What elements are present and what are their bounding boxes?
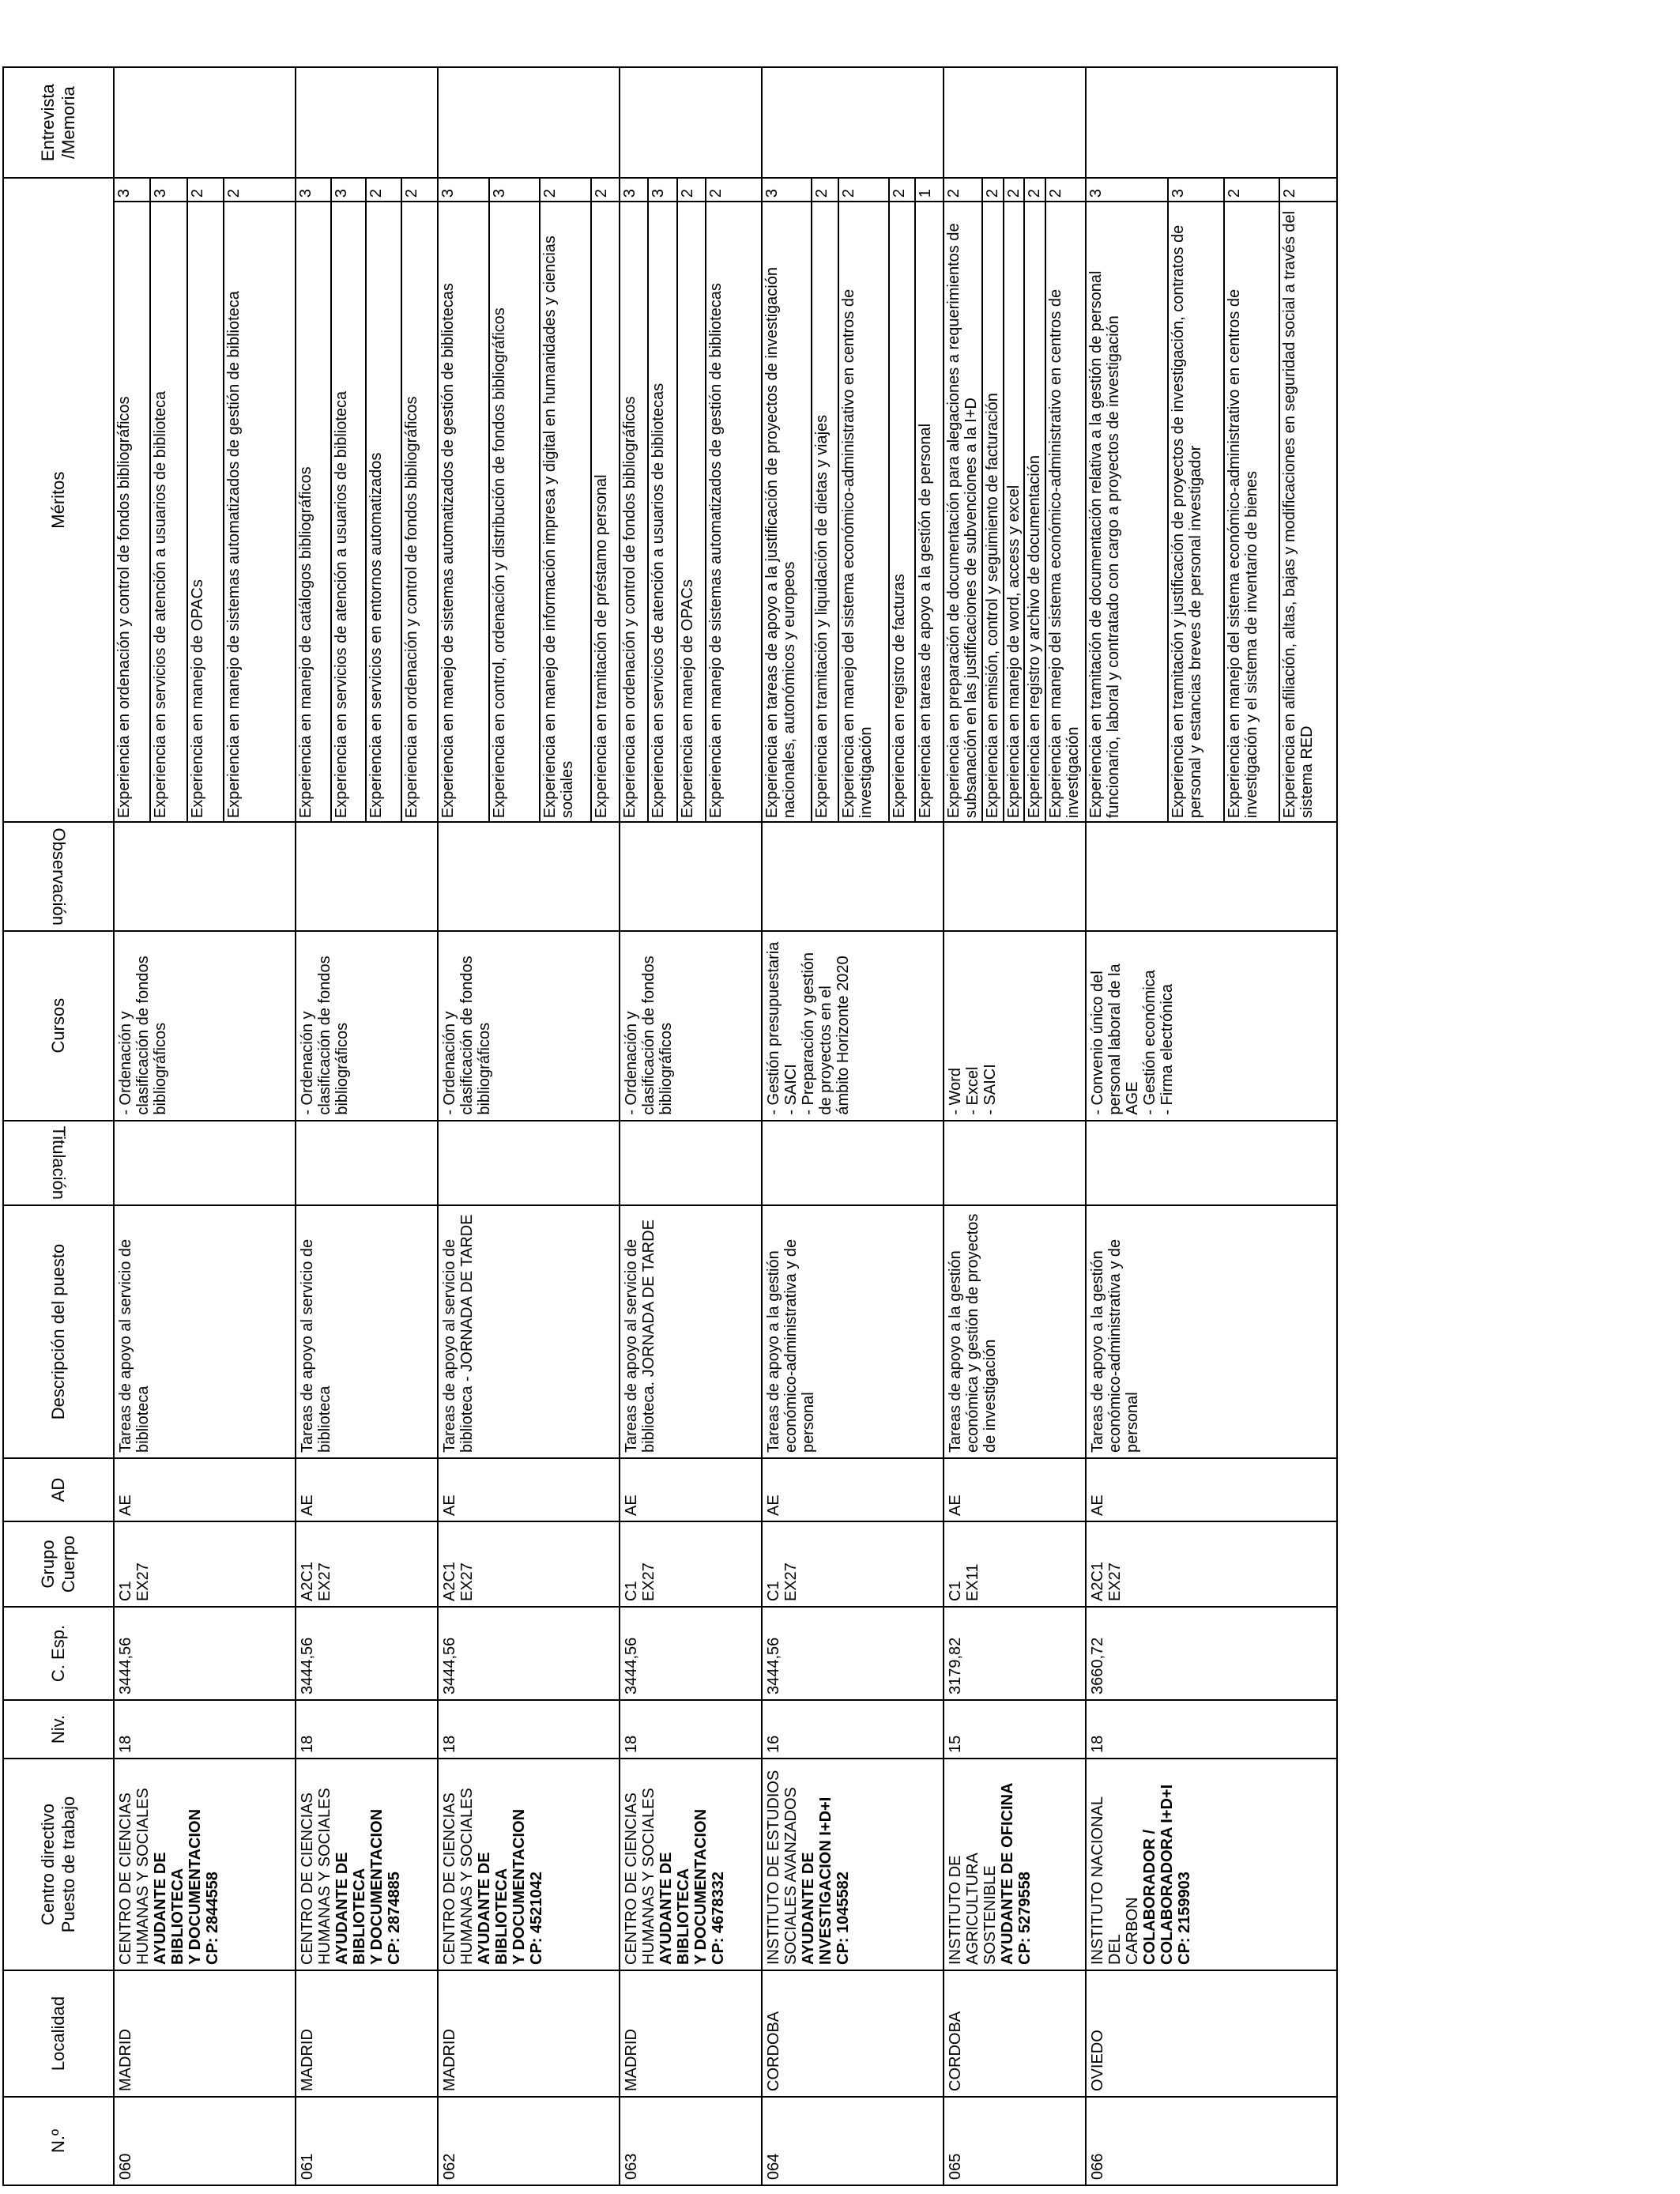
merit-text: Experiencia en servicios de atención a usuarios de biblioteca — [332, 202, 367, 821]
puesto-line: CP: 1045582 — [834, 1872, 852, 1965]
cell-localidad: MADRID — [296, 1970, 438, 2097]
merit-text: Experiencia en manejo de word, access y excel — [1004, 202, 1026, 821]
puesto-line: Y DOCUMENTACION — [368, 1808, 386, 1965]
cell-localidad: CORDOBA — [762, 1970, 944, 2097]
merit-score: 2 — [1025, 179, 1046, 201]
puesto-line: AYUDANTE DE — [800, 1852, 817, 1965]
cell-descripcion: Tareas de apoyo a la gestión económica y gestión de proyectos de investigación — [944, 1205, 1086, 1458]
cell-titulacion — [944, 1121, 1086, 1205]
cell-localidad: MADRID — [438, 1970, 620, 2097]
cuerpo-value: EX27 — [782, 1563, 800, 1601]
cell-titulacion — [114, 1121, 296, 1205]
cell-meritos — [1086, 202, 1337, 822]
centro-line: HUMANAS Y SOCIALES — [316, 1788, 333, 1965]
merit-text: Experiencia en manejo de sistemas automatizados de gestión de bibliotecas — [707, 283, 725, 819]
grupo-value: A2C1 — [299, 1561, 316, 1601]
puesto-line: CP: 4678332 — [710, 1872, 727, 1965]
cell-meritos — [438, 202, 620, 822]
puestos-table — [2, 66, 1338, 2186]
puesto-line: AYUDANTE DE BIBLIOTECA — [333, 1852, 368, 1965]
cell-cesp: 3444,56 — [114, 1607, 296, 1700]
centro-line: HUMANAS Y SOCIALES — [134, 1788, 152, 1965]
merit-text: Experiencia en manejo de información impresa y digital en humanidades y ciencias sociales — [541, 202, 592, 821]
merit-text: Experiencia en manejo de sistemas automatizados de gestión de biblioteca — [225, 291, 243, 819]
grupo-value: C1 — [947, 1581, 964, 1601]
cursos-line: - Excel — [964, 1066, 981, 1115]
merit-score: 3 — [763, 179, 812, 201]
grupo-value: A2C1 — [1089, 1561, 1106, 1601]
header-cesp: C. Esp. — [3, 1607, 114, 1700]
cell-cursos — [296, 931, 438, 1121]
merit-score: 3 — [332, 179, 367, 201]
merit-score: 2 — [1046, 189, 1064, 198]
cell-cesp: 3444,56 — [762, 1607, 944, 1700]
cell-grupo — [114, 1521, 296, 1607]
puesto-line: Y DOCUMENTACION — [692, 1808, 710, 1965]
merit-score: 2 — [812, 179, 839, 201]
merit-score: 2 — [225, 189, 243, 198]
cell-centro — [114, 1759, 296, 1970]
cell-centro — [296, 1759, 438, 1970]
cell-niv: 18 — [1086, 1700, 1337, 1759]
grupo-value: C1 — [765, 1581, 782, 1601]
cell-grupo — [944, 1521, 1086, 1607]
merit-text: Experiencia en tramitación de préstamo personal — [592, 474, 610, 819]
merit-score: 2 — [541, 179, 592, 201]
cell-cursos — [944, 931, 1086, 1121]
merit-text: Experiencia en manejo del sistema económico-administrativo en centros de investigación y el sistema de inventario de bienes — [1225, 202, 1281, 821]
puesto-line: Y DOCUMENTACION — [186, 1808, 204, 1965]
cell-niv: 16 — [762, 1700, 944, 1759]
puesto-line: CP: 2159903 — [1176, 1872, 1193, 1965]
merit-score: 3 — [1087, 179, 1169, 201]
cursos-line: - Firma electrónica — [1158, 984, 1176, 1115]
cell-observacion — [1086, 822, 1337, 931]
merit-text: Experiencia en manejo de sistemas automatizados de gestión de bibliotecas — [439, 202, 490, 821]
cell-cesp: 3444,56 — [620, 1607, 762, 1700]
cell-descripcion: Tareas de apoyo al servicio de biblioteca. JORNADA DE TARDE — [620, 1205, 762, 1458]
cell-num: 063 — [620, 2097, 762, 2185]
cuerpo-value: EX27 — [458, 1563, 476, 1601]
merit-text: Experiencia en afiliación, altas, bajas y modificaciones en seguridad social a través del sistema RED — [1281, 210, 1317, 819]
cell-niv: 18 — [438, 1700, 620, 1759]
table-row — [762, 67, 944, 2185]
table-row — [620, 67, 762, 2185]
cell-centro — [944, 1759, 1086, 1970]
merit-score: 3 — [115, 179, 151, 201]
cell-cursos — [114, 931, 296, 1121]
cell-puntos — [620, 178, 762, 202]
merit-score: 3 — [649, 179, 677, 201]
cell-observacion — [620, 822, 762, 931]
cell-descripcion: Tareas de apoyo al servicio de biblioteca - JORNADA DE TARDE — [438, 1205, 620, 1458]
merit-score: 2 — [839, 179, 889, 201]
cursos-line: - Gestión presupuestaria — [765, 941, 782, 1115]
cell-descripcion: Tareas de apoyo a la gestión económico-administrativa y de personal — [1086, 1205, 1337, 1458]
merit-score: 3 — [620, 179, 649, 201]
cell-puntos — [296, 178, 438, 202]
cell-centro — [1086, 1759, 1337, 1970]
cuerpo-value: EX27 — [134, 1563, 152, 1601]
cell-descripcion: Tareas de apoyo al servicio de biblioteca — [114, 1205, 296, 1458]
merit-text: Experiencia en servicios de atención a usuarios de bibliotecas — [649, 202, 677, 821]
merit-text: Experiencia en manejo de catálogos bibliográficos — [296, 202, 332, 821]
puesto-line: AYUDANTE DE BIBLIOTECA — [152, 1852, 186, 1965]
cell-cesp: 3179,82 — [944, 1607, 1086, 1700]
header-entrevista: Entrevista /Memoria — [3, 67, 114, 178]
merit-score: 3 — [296, 179, 332, 201]
merit-text: Experiencia en registro y archivo de documentación — [1025, 202, 1046, 821]
puesto-line: Y DOCUMENTACION — [510, 1808, 528, 1965]
merit-score: 3 — [490, 179, 541, 201]
puesto-line: COLABORADOR / — [1141, 1829, 1158, 1965]
cell-centro — [762, 1759, 944, 1970]
cuerpo-value: EX11 — [964, 1563, 981, 1601]
table-row — [944, 67, 1086, 2185]
centro-line: CENTRO DE CIENCIAS — [441, 1793, 458, 1965]
cell-meritos — [114, 202, 296, 822]
cell-entrevista — [762, 67, 944, 178]
centro-line: CENTRO DE CIENCIAS — [299, 1793, 316, 1965]
cell-titulacion — [1086, 1121, 1337, 1205]
cell-puntos — [944, 178, 1086, 202]
grupo-value: C1 — [623, 1581, 640, 1601]
cell-observacion — [296, 822, 438, 931]
table-row — [114, 67, 296, 2185]
table-row — [1086, 67, 1337, 2185]
cell-cursos — [438, 931, 620, 1121]
cell-ad: AE — [620, 1458, 762, 1521]
centro-line: CENTRO DE CIENCIAS — [623, 1793, 640, 1965]
merit-score: 2 — [944, 179, 983, 201]
cell-niv: 18 — [114, 1700, 296, 1759]
puesto-line: CP: 5279558 — [1016, 1872, 1034, 1965]
table-row — [438, 67, 620, 2185]
centro-line: CARBON — [1124, 1897, 1141, 1965]
merit-text: Experiencia en manejo de OPACs — [188, 202, 224, 821]
merit-score: 2 — [983, 179, 1004, 201]
cuerpo-value: EX27 — [1106, 1563, 1124, 1601]
cell-titulacion — [438, 1121, 620, 1205]
table-row — [296, 67, 438, 2185]
merit-score: 1 — [917, 189, 935, 198]
cursos-line: - Ordenación y clasificación de fondos bibliográficos — [299, 956, 351, 1115]
merit-text: Experiencia en manejo del sistema económico-administrativo en centros de investigación — [1046, 288, 1082, 819]
merit-score: 2 — [678, 179, 706, 201]
cell-num: 066 — [1086, 2097, 1337, 2185]
merit-score: 2 — [1281, 189, 1299, 198]
merit-score: 2 — [592, 189, 610, 198]
cell-entrevista — [114, 67, 296, 178]
cell-entrevista — [438, 67, 620, 178]
puesto-line: AYUDANTE DE BIBLIOTECA — [476, 1852, 510, 1965]
cell-num: 061 — [296, 2097, 438, 2185]
cell-niv: 15 — [944, 1700, 1086, 1759]
cell-observacion — [762, 822, 944, 931]
cursos-line: - Preparación y gestión de proyectos en el ámbito Horizonte 2020 — [800, 952, 852, 1115]
centro-line: HUMANAS Y SOCIALES — [458, 1788, 476, 1965]
cell-puntos — [1086, 178, 1337, 202]
cell-meritos — [620, 202, 762, 822]
cell-puntos — [762, 178, 944, 202]
merit-text: Experiencia en emisión, control y seguimiento de facturación — [983, 202, 1004, 821]
puesto-line: AYUDANTE DE OFICINA — [999, 1782, 1016, 1965]
cursos-line: - Ordenación y clasificación de fondos bibliográficos — [623, 956, 675, 1115]
cuerpo-value: EX27 — [316, 1563, 333, 1601]
cell-centro — [620, 1759, 762, 1970]
header-observacion: Observación — [3, 822, 114, 931]
cell-localidad: MADRID — [620, 1970, 762, 2097]
merit-text: Experiencia en tareas de apoyo a la justificación de proyectos de investigación nacionales, autonómicos y europeos — [763, 202, 812, 821]
cell-puntos — [114, 178, 296, 202]
merit-score: 2 — [188, 179, 224, 201]
cell-meritos — [296, 202, 438, 822]
merit-score: 3 — [151, 179, 187, 201]
header-ad: AD — [3, 1458, 114, 1521]
cell-cesp: 3660,72 — [1086, 1607, 1337, 1700]
grupo-value: A2C1 — [441, 1561, 458, 1601]
header-descripcion: Descripción del puesto — [3, 1205, 114, 1458]
cursos-line: - Ordenación y clasificación de fondos bibliográficos — [441, 956, 493, 1115]
cell-cesp: 3444,56 — [438, 1607, 620, 1700]
merit-score: 2 — [707, 189, 725, 198]
cursos-line: - Gestión económica — [1141, 970, 1158, 1115]
cell-num: 065 — [944, 2097, 1086, 2185]
header-titulacion: Titulación — [3, 1121, 114, 1205]
puesto-line: CP: 4521042 — [528, 1872, 545, 1965]
cell-centro — [438, 1759, 620, 1970]
cell-titulacion — [296, 1121, 438, 1205]
cell-ad: AE — [114, 1458, 296, 1521]
cell-descripcion: Tareas de apoyo a la gestión económico-administrativa y de personal — [762, 1205, 944, 1458]
cell-niv: 18 — [296, 1700, 438, 1759]
cell-entrevista — [944, 67, 1086, 178]
cuerpo-value: EX27 — [640, 1563, 657, 1601]
merit-score: 3 — [439, 179, 490, 201]
merit-text: Experiencia en tareas de apoyo a la gestión de personal — [917, 423, 935, 819]
centro-line: INSTITUTO NACIONAL DEL — [1089, 1796, 1124, 1965]
merit-score: 2 — [367, 179, 402, 201]
puesto-line: CP: 2874885 — [386, 1872, 403, 1965]
merit-score: 2 — [890, 179, 917, 201]
cell-grupo — [762, 1521, 944, 1607]
cell-puntos — [438, 178, 620, 202]
header-cursos: Cursos — [3, 931, 114, 1121]
merit-text: Experiencia en tramitación y justificación de proyectos de investigación, contratos de personal y estancias breves de personal investigador — [1169, 202, 1225, 821]
merit-text: Experiencia en registro de facturas — [890, 202, 917, 821]
cursos-line: - Word — [947, 1068, 964, 1115]
merit-text: Experiencia en servicios en entornos automatizados — [367, 202, 402, 821]
header-meritos: Méritos — [3, 178, 114, 822]
centro-line: AGRICULTURA SOSTENIBLE — [964, 1853, 999, 1965]
merit-text: Experiencia en ordenación y control de fondos bibliográficos — [620, 202, 649, 821]
cell-observacion — [438, 822, 620, 931]
cursos-line: - SAICI — [782, 1064, 800, 1115]
merit-text: Experiencia en tramitación y liquidación de dietas y viajes — [812, 202, 839, 821]
centro-line: INSTITUTO DE ESTUDIOS — [765, 1770, 782, 1965]
centro-line: INSTITUTO DE — [947, 1855, 964, 1965]
cursos-line: - SAICI — [981, 1064, 999, 1115]
cell-ad: AE — [944, 1458, 1086, 1521]
centro-line: SOCIALES AVANZADOS — [782, 1787, 800, 1965]
cell-cursos — [762, 931, 944, 1121]
cell-cesp: 3444,56 — [296, 1607, 438, 1700]
cell-entrevista — [620, 67, 762, 178]
grupo-value: C1 — [117, 1581, 134, 1601]
puesto-line: COLABORADORA I+D+I — [1158, 1784, 1176, 1965]
centro-line: CENTRO DE CIENCIAS — [117, 1793, 134, 1965]
puesto-line: CP: 2844558 — [204, 1872, 221, 1965]
merit-score: 2 — [402, 189, 420, 198]
centro-line: HUMANAS Y SOCIALES — [640, 1788, 657, 1965]
merit-score: 2 — [1004, 179, 1026, 201]
merit-score: 3 — [1169, 179, 1225, 201]
cell-entrevista — [296, 67, 438, 178]
cursos-line: - Ordenación y clasificación de fondos bibliográficos — [117, 956, 169, 1115]
merit-text: Experiencia en preparación de documentación para alegaciones a requerimientos de subsanación en las justificaciones de subvenciones a la I+D — [944, 202, 983, 821]
cell-cursos — [620, 931, 762, 1121]
cell-num: 062 — [438, 2097, 620, 2185]
merit-text: Experiencia en control, ordenación y distribución de fondos bibliográficos — [490, 202, 541, 821]
cell-ad: AE — [438, 1458, 620, 1521]
cell-meritos — [944, 202, 1086, 822]
cell-grupo — [438, 1521, 620, 1607]
merit-text: Experiencia en servicios de atención a usuarios de biblioteca — [151, 202, 187, 821]
cell-grupo — [620, 1521, 762, 1607]
cell-ad: AE — [762, 1458, 944, 1521]
header-num: N.º — [3, 2097, 114, 2185]
merit-text: Experiencia en manejo del sistema económico-administrativo en centros de investigación — [839, 202, 889, 821]
cell-ad: AE — [296, 1458, 438, 1521]
cell-cursos — [1086, 931, 1337, 1121]
header-row — [3, 67, 114, 2185]
cell-localidad: CORDOBA — [944, 1970, 1086, 2097]
header-centro: Centro directivo Puesto de trabajo — [3, 1759, 114, 1970]
cell-num: 064 — [762, 2097, 944, 2185]
cell-grupo — [296, 1521, 438, 1607]
cell-localidad: OVIEDO — [1086, 1970, 1337, 2097]
cell-meritos — [762, 202, 944, 822]
cell-localidad: MADRID — [114, 1970, 296, 2097]
header-niv: Niv. — [3, 1700, 114, 1759]
cursos-line: - Convenio único del personal laboral de la AGE — [1089, 963, 1141, 1115]
cell-grupo — [1086, 1521, 1337, 1607]
cell-titulacion — [762, 1121, 944, 1205]
merit-text: Experiencia en ordenación y control de fondos bibliográficos — [402, 396, 420, 819]
header-localidad: Localidad — [3, 1970, 114, 2097]
cell-niv: 18 — [620, 1700, 762, 1759]
cell-titulacion — [620, 1121, 762, 1205]
cell-observacion — [944, 822, 1086, 931]
merit-score: 2 — [1225, 179, 1281, 201]
cell-descripcion: Tareas de apoyo al servicio de biblioteca — [296, 1205, 438, 1458]
cell-entrevista — [1086, 67, 1337, 178]
cell-ad: AE — [1086, 1458, 1337, 1521]
header-grupo: Grupo Cuerpo — [3, 1521, 114, 1607]
puesto-line: AYUDANTE DE BIBLIOTECA — [657, 1852, 692, 1965]
merit-text: Experiencia en manejo de OPACs — [678, 202, 706, 821]
merit-text: Experiencia en tramitación de documentación relativa a la gestión de personal funcionario, laboral y contratado con cargo a proyectos de investigación — [1087, 202, 1169, 821]
cell-observacion — [114, 822, 296, 931]
puesto-line: INVESTIGACION I+D+I — [817, 1796, 834, 1965]
cell-num: 060 — [114, 2097, 296, 2185]
merit-text: Experiencia en ordenación y control de fondos bibliográficos — [115, 202, 151, 821]
